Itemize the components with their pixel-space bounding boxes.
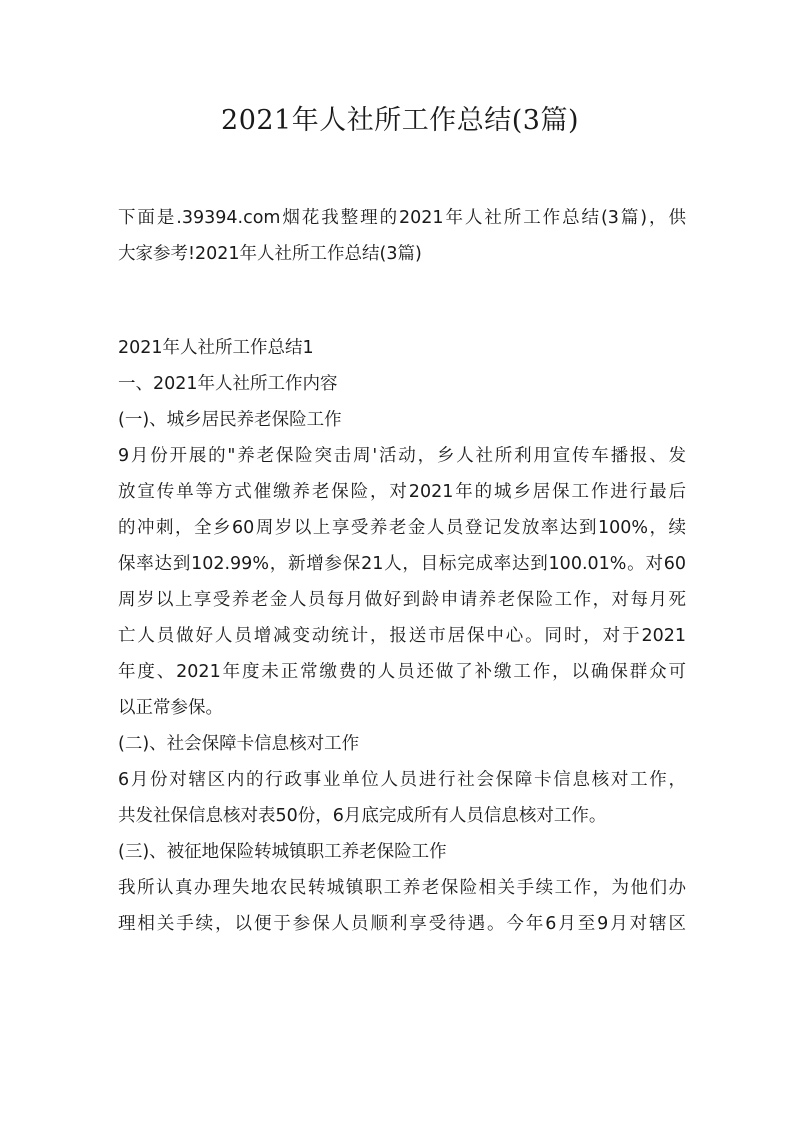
paragraph-line: 亡人员做好人员增减变动统计，报送市居保中心。同时，对于2021 (118, 626, 686, 646)
subsection-heading: (三)、被征地保险转城镇职工养老保险工作 (118, 842, 447, 862)
document-body (118, 330, 686, 942)
paragraph-line: 共发社保信息核对表50份，6月底完成所有人员信息核对工作。 (118, 806, 607, 826)
paragraph-line: 9月份开展的"养老保险突击周'活动，乡人社所利用宣传车播报、发 (118, 446, 686, 466)
intro-paragraph (118, 200, 686, 272)
paragraph-line: 的冲刺，全乡60周岁以上享受养老金人员登记发放率达到100%，续 (118, 518, 686, 538)
document-title: 2021年人社所工作总结(3篇) (221, 105, 579, 136)
intro-line: 大家参考!2021年人社所工作总结(3篇) (118, 244, 422, 264)
paragraph-line: 理相关手续，以便于参保人员顺利享受待遇。今年6月至9月对辖区 (118, 914, 686, 934)
section-heading: 一、2021年人社所工作内容 (118, 374, 338, 394)
paragraph-line: 保率达到102.99%，新增参保21人，目标完成率达到100.01%。对60 (118, 554, 686, 574)
paragraph-line: 周岁以上享受养老金人员每月做好到龄申请养老保险工作，对每月死 (118, 590, 686, 610)
paragraph-line: 年度、2021年度未正常缴费的人员还做了补缴工作，以确保群众可 (118, 662, 686, 682)
paragraph-line: 以正常参保。 (118, 698, 223, 718)
paragraph-line: 6月份对辖区内的行政事业单位人员进行社会保障卡信息核对工作， (118, 770, 686, 790)
paragraph-line: 我所认真办理失地农民转城镇职工养老保险相关手续工作，为他们办 (118, 878, 686, 898)
paragraph-line: 放宣传单等方式催缴养老保险，对2021年的城乡居保工作进行最后 (118, 482, 686, 502)
subsection-heading: (二)、社会保障卡信息核对工作 (118, 734, 360, 754)
intro-line: 下面是.39394.com烟花我整理的2021年人社所工作总结(3篇)，供 (118, 208, 686, 228)
subsection-heading: (一)、城乡居民养老保险工作 (118, 410, 342, 430)
section-heading: 2021年人社所工作总结1 (118, 338, 314, 358)
